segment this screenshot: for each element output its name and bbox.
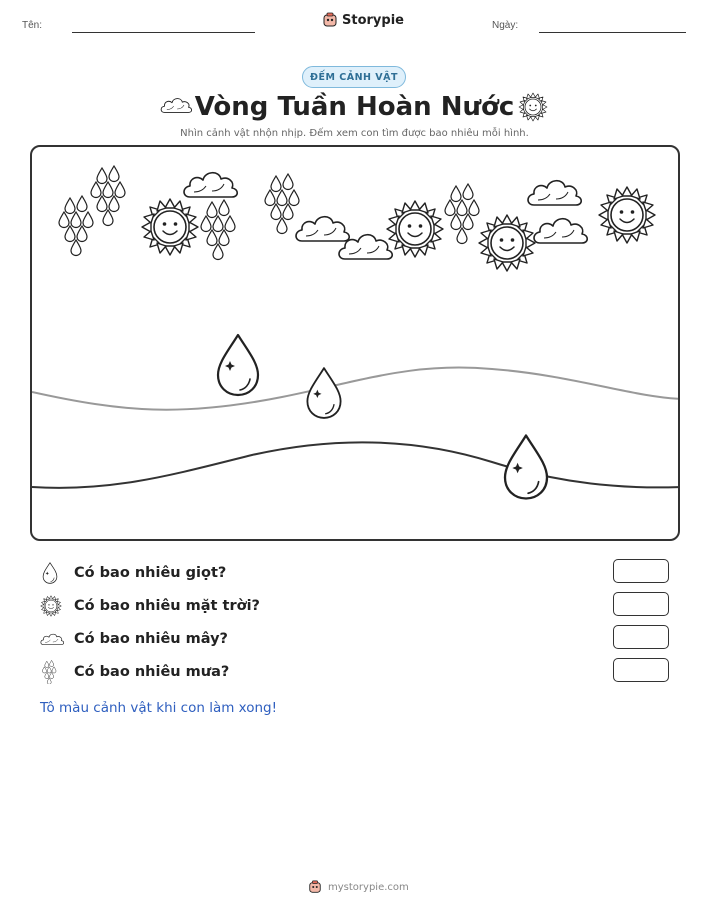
- rain-icon: [59, 196, 93, 256]
- sun-icon: [599, 187, 655, 243]
- brand-logo: [322, 12, 404, 28]
- droplet-icon: [40, 562, 60, 584]
- sun-icon: [40, 595, 62, 617]
- question-text: Có bao nhiêu mây?: [74, 631, 228, 647]
- cloud-icon: [534, 219, 587, 243]
- rain-icon: [40, 660, 60, 684]
- question-text: Có bao nhiêu mặt trời?: [74, 598, 260, 614]
- footer-brand: [308, 880, 409, 894]
- question-row: [40, 660, 229, 684]
- answer-box[interactable]: [613, 559, 669, 583]
- name-field[interactable]: [72, 32, 255, 33]
- answer-box[interactable]: [613, 592, 669, 616]
- rain-icon: [265, 174, 299, 234]
- wave-line: [32, 368, 680, 410]
- rain-icon: [201, 200, 235, 260]
- date-label: Ngày:: [492, 20, 519, 31]
- footer-url[interactable]: mystorypie.com: [328, 881, 409, 893]
- scene-illustration: [32, 147, 680, 541]
- cloud-icon: [40, 631, 64, 647]
- cloud-icon: [296, 217, 349, 241]
- counting-scene: [30, 145, 680, 541]
- storypie-mascot-icon: [322, 12, 338, 28]
- question-row: [40, 561, 226, 585]
- wave-line: [32, 442, 680, 488]
- rain-icon: [91, 166, 125, 226]
- sun-icon: [479, 215, 535, 271]
- question-row: [40, 627, 228, 651]
- question-text: Có bao nhiêu mưa?: [74, 664, 230, 680]
- droplet-icon: [505, 436, 547, 499]
- name-label: Tên:: [22, 20, 43, 31]
- sun-icon: [142, 199, 198, 255]
- date-field[interactable]: [539, 32, 686, 33]
- answer-box[interactable]: [613, 625, 669, 649]
- cloud-icon: [184, 173, 237, 197]
- page-subtitle: Nhìn cảnh vật nhộn nhịp. Đếm xem con tìm được bao nhiêu mỗi hình.: [180, 128, 529, 139]
- sun-icon: [387, 201, 443, 257]
- question-row: [40, 594, 260, 618]
- brand-name: Storypie: [342, 12, 404, 28]
- cloud-icon: [528, 181, 581, 205]
- rain-icon: [445, 184, 479, 244]
- coloring-note: Tô màu cảnh vật khi con làm xong!: [40, 700, 278, 716]
- category-badge: ĐẾM CẢNH VẬT: [302, 66, 406, 88]
- page-title: Vòng Tuần Hoàn Nước: [194, 92, 515, 122]
- question-text: Có bao nhiêu giọt?: [74, 565, 227, 581]
- answer-box[interactable]: [613, 658, 669, 682]
- droplet-icon: [218, 335, 258, 395]
- droplet-icon: [307, 368, 340, 418]
- storypie-mascot-icon: [308, 880, 322, 894]
- sun-icon: [518, 92, 548, 122]
